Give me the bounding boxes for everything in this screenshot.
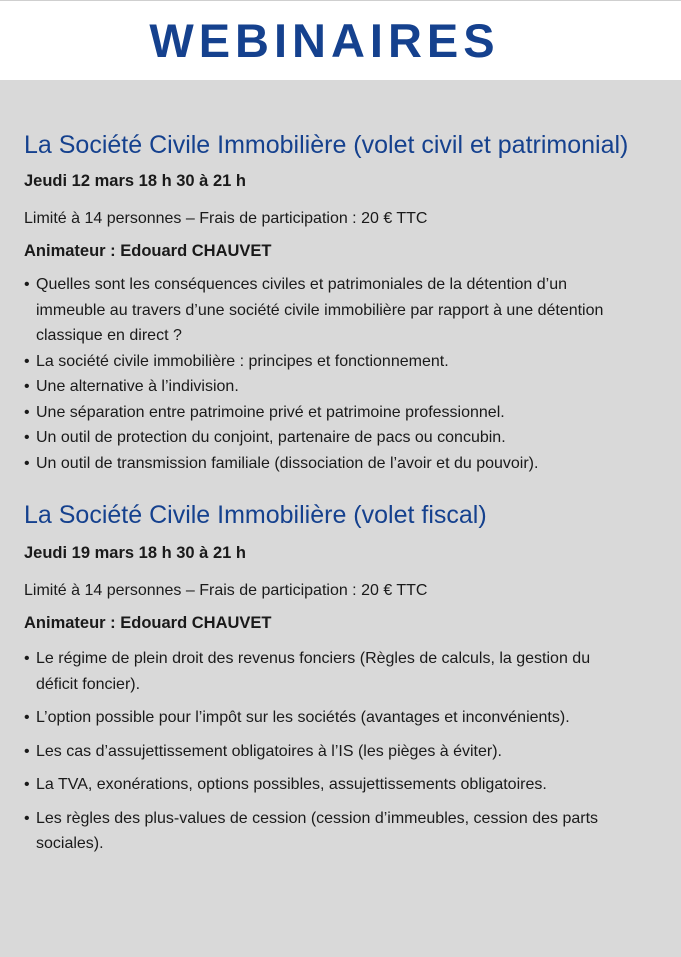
topic-item: • Un outil de transmission familiale (dissociation de l’avoir et du pouvoir). [24, 451, 626, 477]
webinar-animator: Animateur : Edouard CHAUVET [24, 614, 272, 632]
topic-item: • Un outil de protection du conjoint, partenaire de pacs ou concubin. [24, 425, 626, 451]
topic-item: • Une séparation entre patrimoine privé et patrimoine professionnel. [24, 400, 626, 426]
webinar-participation-info: Limité à 14 personnes – Frais de participation : 20 € TTC [24, 582, 428, 599]
topic-item: • La TVA, exonérations, options possibles, assujettissements obligatoires. [24, 772, 606, 798]
webinar-date: Jeudi 19 mars 18 h 30 à 21 h [24, 544, 246, 562]
webinar-participation-info: Limité à 14 personnes – Frais de participation : 20 € TTC [24, 210, 428, 227]
topic-item: • L’option possible pour l’impôt sur les sociétés (avantages et inconvénients). [24, 705, 606, 731]
page-title: WEBINAIRES [149, 14, 500, 67]
topic-item: • Les règles des plus-values de cession (cession d’immeubles, cession des parts sociales). [24, 806, 606, 857]
webinar-section [24, 127, 657, 476]
webinar-topics [24, 646, 657, 857]
webinar-list [0, 80, 681, 857]
webinar-title: La Société Civile Immobilière (volet civil et patrimonial) [24, 131, 629, 159]
webinar-animator: Animateur : Edouard CHAUVET [24, 242, 272, 260]
webinar-topics [24, 272, 657, 476]
webinar-section [24, 497, 657, 857]
topic-item: • Les cas d’assujettissement obligatoires à l’IS (les pièges à éviter). [24, 739, 606, 765]
webinar-title: La Société Civile Immobilière (volet fiscal) [24, 501, 487, 529]
topic-item: • Une alternative à l’indivision. [24, 374, 626, 400]
topic-item: • La société civile immobilière : principes et fonctionnement. [24, 349, 626, 375]
webinar-date: Jeudi 12 mars 18 h 30 à 21 h [24, 172, 246, 190]
topic-item: • Le régime de plein droit des revenus fonciers (Règles de calculs, la gestion du déficit foncier). [24, 646, 606, 697]
topic-item: • Quelles sont les conséquences civiles et patrimoniales de la détention d’un immeuble au travers d’une société civile immobilière par rapport à une détention classique en direct ? [24, 272, 626, 349]
header-banner [0, 0, 681, 80]
